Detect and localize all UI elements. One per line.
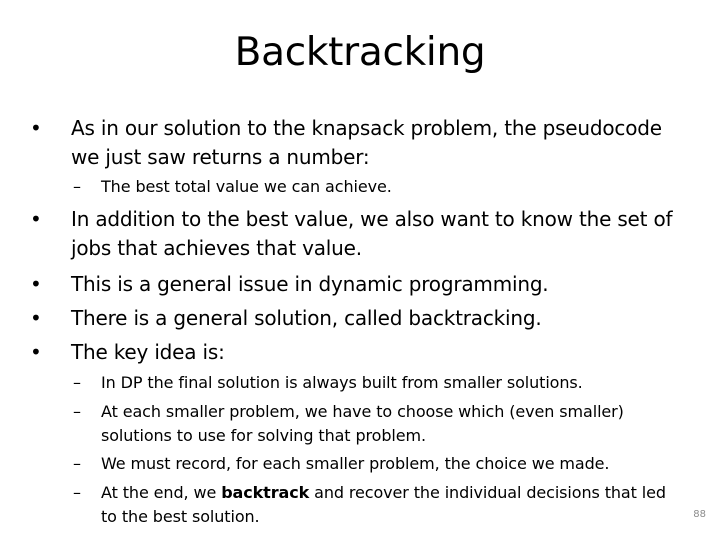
sub-bullet-text: The best total value we can achieve. (101, 177, 392, 196)
sub-bullet-text (101, 481, 673, 529)
bullet-text: This is a general issue in dynamic programming. (71, 272, 549, 296)
bullet-dot: • (30, 116, 42, 140)
sub-bullet-text: At each smaller problem, we have to choose which (even smaller) solutions to use for solving that problem. (101, 402, 624, 445)
bullet-text: In addition to the best value, we also want to know the set of jobs that achieves that value. (71, 207, 673, 260)
bullet-dot: • (30, 272, 42, 296)
bullet-item (30, 205, 690, 263)
sub-bullet-item (73, 481, 673, 529)
sub-bullet-dash: – (73, 483, 81, 502)
bullet-text: The key idea is: (71, 340, 225, 364)
bullet-item (30, 270, 690, 299)
bullet-dot: • (30, 340, 42, 364)
bullet-item (30, 304, 690, 333)
slide-title: Backtracking (234, 30, 486, 75)
sub-bullet-dash: – (73, 402, 81, 421)
sub-bullet-dash: – (73, 373, 81, 392)
bullet-item (30, 338, 690, 367)
sub-bullet-text: We must record, for each smaller problem, the choice we made. (101, 454, 610, 473)
sub-bullet-text-end: and recover the individual decisions that led to the best solution. (101, 483, 666, 526)
sub-bullet-dash: – (73, 454, 81, 473)
sub-bullet-text-start: At the end, we (101, 483, 222, 502)
sub-bullet-item (73, 400, 673, 448)
page-number: 88 (693, 509, 706, 520)
backtrack-keyword: backtrack (221, 483, 310, 502)
sub-bullet-item (73, 175, 673, 199)
bullet-text: There is a general solution, called backtracking. (71, 306, 542, 330)
bullet-dot: • (30, 306, 42, 330)
bullet-text: As in our solution to the knapsack problem, the pseudocode we just saw returns a number: (71, 116, 662, 169)
sub-bullet-dash: – (73, 177, 81, 196)
sub-bullet-item (73, 452, 673, 476)
sub-bullet-text: In DP the final solution is always built from smaller solutions. (101, 373, 583, 392)
sub-bullet-item (73, 371, 673, 395)
bullet-item (30, 114, 690, 172)
bullet-dot: • (30, 207, 42, 231)
